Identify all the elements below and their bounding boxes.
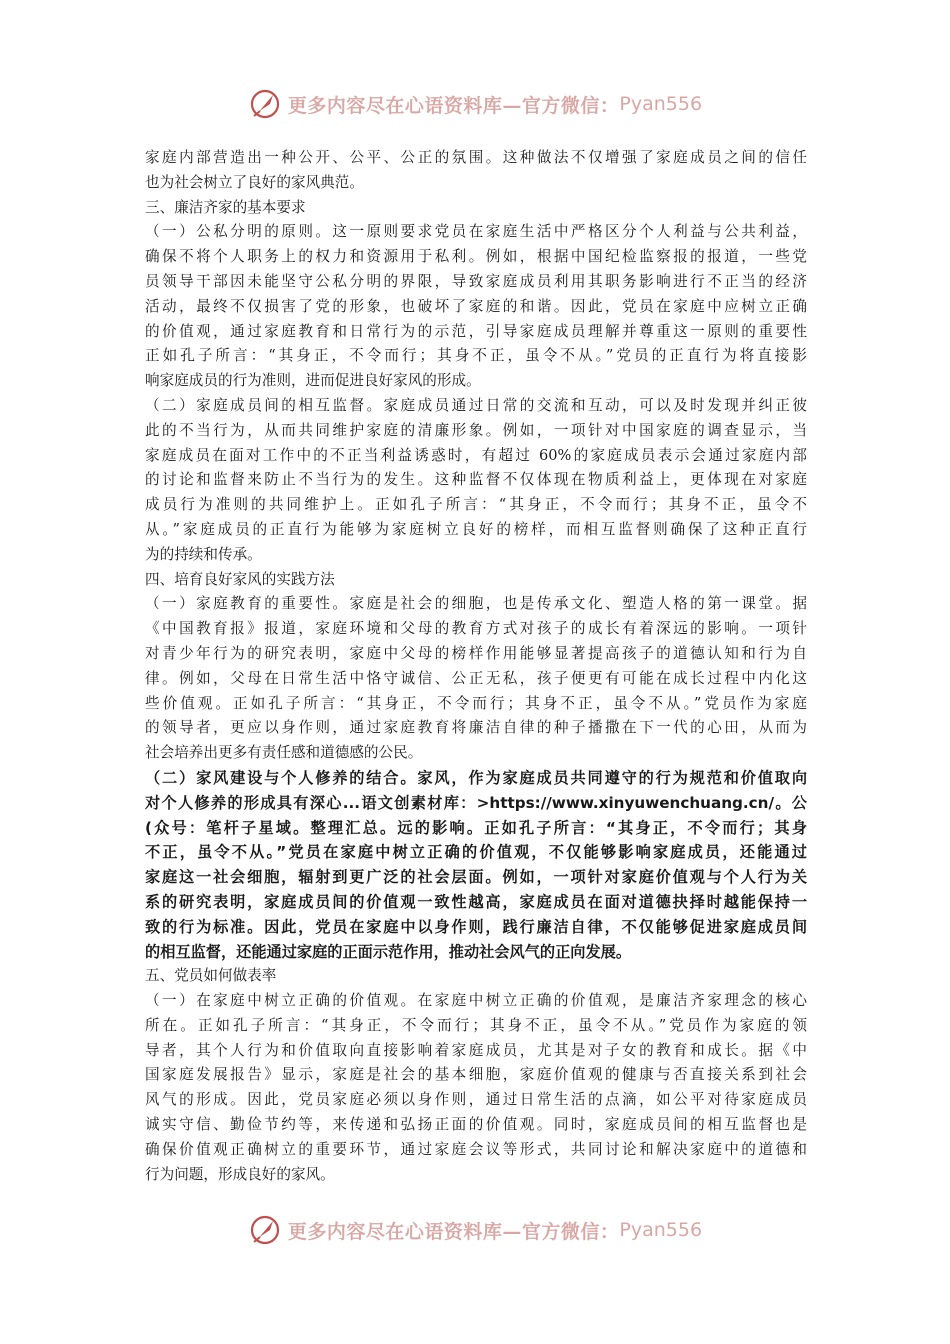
banner-text: 更多内容尽在心语资料库—官方微信： [287, 1220, 620, 1243]
text-line: 三、廉洁齐家的基本要求 [145, 198, 306, 216]
text-line: 社会培养出更多有责任感和道德感的公民。 [145, 744, 423, 762]
text-line: 家庭这一社会细胞，辐射到更广泛的社会层面。例如，一项针对家庭价值观与个人行为关 [145, 868, 807, 887]
text-line: 为的持续和传承。 [145, 545, 262, 563]
text-line: 对个人修养的形成具有深心...语文创素材库：>https://www.xinyuwenchuang.cn/。公 [145, 793, 807, 812]
footer-banner [0, 1210, 950, 1250]
text-line: 活动，最终不仅损害了党的形象，也破坏了家庭的和谐。因此，党员在家庭中应树立正确 [145, 297, 807, 315]
text-line: 的领导者，更应以身作则，通过家庭教育将廉洁自律的种子播撒在下一代的心田，从而为 [145, 719, 807, 737]
text-line: (众号：笔杆子星域。整理汇总。远的影响。正如孔子所言：“其身正，不令而行；其身 [145, 818, 807, 837]
text-line: 对青少年行为的研究表明，家庭中父母的榜样作用能够显著提高孩子的道德认知和行为自 [145, 644, 807, 662]
text-line: （二）家庭成员间的相互监督。家庭成员通过日常的交流和互动，可以及时发现并纠正彼 [145, 396, 807, 414]
text-line: 《中国教育报》报道，家庭环境和父母的教育方式对孩子的成长有着深远的影响。一项针 [145, 620, 807, 638]
text-line: （一）家庭教育的重要性。家庭是社会的细胞，也是传承文化、塑造人格的第一课堂。据 [145, 595, 807, 613]
text-line: （一）在家庭中树立正确的价值观。在家庭中树立正确的价值观，是廉洁齐家理念的核心 [145, 992, 807, 1010]
text-line: 员领导干部因未能坚守公私分明的界限，导致家庭成员利用其职务影响进行不正当的经济 [145, 272, 807, 290]
text-line: 四、培育良好家风的实践方法 [145, 570, 335, 588]
text-line: 家庭内部营造出一种公开、公平、公正的氛围。这种做法不仅增强了家庭成员之间的信任 [145, 149, 807, 166]
quill-logo-icon [248, 87, 282, 121]
text-line: 导者，其个人行为和价值取向直接影响着家庭成员，尤其是对子女的教育和成长。据《中 [145, 1041, 807, 1059]
banner-text: 更多内容尽在心语资料库—官方微信： [287, 94, 620, 117]
text-line: 的讨论和监督来防止不当行为的发生。这种监督不仅体现在物质利益上，更体现在对家庭 [145, 471, 807, 489]
text-line: 所在。正如孔子所言：“其身正，不令而行；其身不正，虽令不从。”党员作为家庭的领 [145, 1016, 807, 1034]
text-line: 响家庭成员的行为准则，进而促进良好家风的形成。 [145, 372, 481, 390]
banner-wechat-id: Pyan556 [619, 93, 703, 115]
text-line: 正如孔子所言：“其身正，不令而行；其身不正，虽令不从。”党员的正直行为将直接影 [145, 347, 807, 365]
text-line: 的相互监督，还能通过家庭的正面示范作用，推动社会风气的正向发展。 [145, 942, 631, 961]
text-line: 行为问题，形成良好的家风。 [145, 1165, 335, 1183]
header-banner [0, 84, 950, 124]
text-line: （一）公私分明的原则。这一原则要求党员在家庭生活中严格区分个人利益与公共利益， [145, 223, 807, 241]
text-line: 的价值观，通过家庭教育和日常行为的示范，引导家庭成员理解并尊重这一原则的重要性 [145, 322, 807, 340]
text-line: 系的研究表明，家庭成员间的价值观一致性越高，家庭成员在面对道德抉择时越能保持一 [145, 892, 807, 911]
text-line: 些价值观。正如孔子所言：“其身正，不令而行；其身不正，虽令不从。”党员作为家庭 [145, 694, 807, 712]
text-line: 五、党员如何做表率 [145, 967, 277, 985]
text-line: 确保价值观正确树立的重要环节，通过家庭会议等形式，共同讨论和解决家庭中的道德和 [145, 1140, 807, 1158]
text-line: 成员行为准则的共同维护上。正如孔子所言：“其身正，不令而行；其身不正，虽令不 [145, 496, 807, 514]
text-line: 致的行为标准。因此，党员在家庭中以身作则，践行廉洁自律，不仅能够促进家庭成员间 [145, 917, 807, 936]
text-line: 也为社会树立了良好的家风典范。 [145, 173, 364, 191]
text-line: 不正，虽令不从。”党员在家庭中树立正确的价值观，不仅能够影响家庭成员，还能通过 [145, 843, 807, 862]
text-line: 家庭成员在面对工作中的不正当利益诱惑时，有超过 60%的家庭成员表示会通过家庭内部 [145, 446, 807, 464]
document-body [145, 146, 807, 1187]
text-line: 从。”家庭成员的正直行为能够为家庭树立良好的榜样，而相互监督则确保了这种正直行 [145, 520, 807, 538]
text-line: 确保不将个人职务上的权力和资源用于私利。例如，根据中国纪检监察报的报道，一些党 [145, 248, 807, 266]
text-line: 此的不当行为，从而共同维护家庭的清廉形象。例如，一项针对中国家庭的调查显示，当 [145, 421, 807, 439]
text-line: （二）家风建设与个人修养的结合。家风，作为家庭成员共同遵守的行为规范和价值取向 [145, 768, 807, 787]
text-line: 风气的形成。因此，党员家庭必须以身作则，通过日常生活的点滴，如公平对待家庭成员 [145, 1091, 807, 1109]
text-line: 国家庭发展报告》显示，家庭是社会的基本细胞，家庭价值观的健康与否直接关系到社会 [145, 1066, 807, 1084]
text-line: 律。例如，父母在日常生活中恪守诚信、公正无私，孩子便更有可能在成长过程中内化这 [145, 669, 807, 687]
text-line: 诚实守信、勤俭节约等，来传递和弘扬正面的价值观。同时，家庭成员间的相互监督也是 [145, 1116, 807, 1134]
quill-logo-icon [248, 1213, 282, 1247]
banner-wechat-id: Pyan556 [619, 1219, 703, 1241]
